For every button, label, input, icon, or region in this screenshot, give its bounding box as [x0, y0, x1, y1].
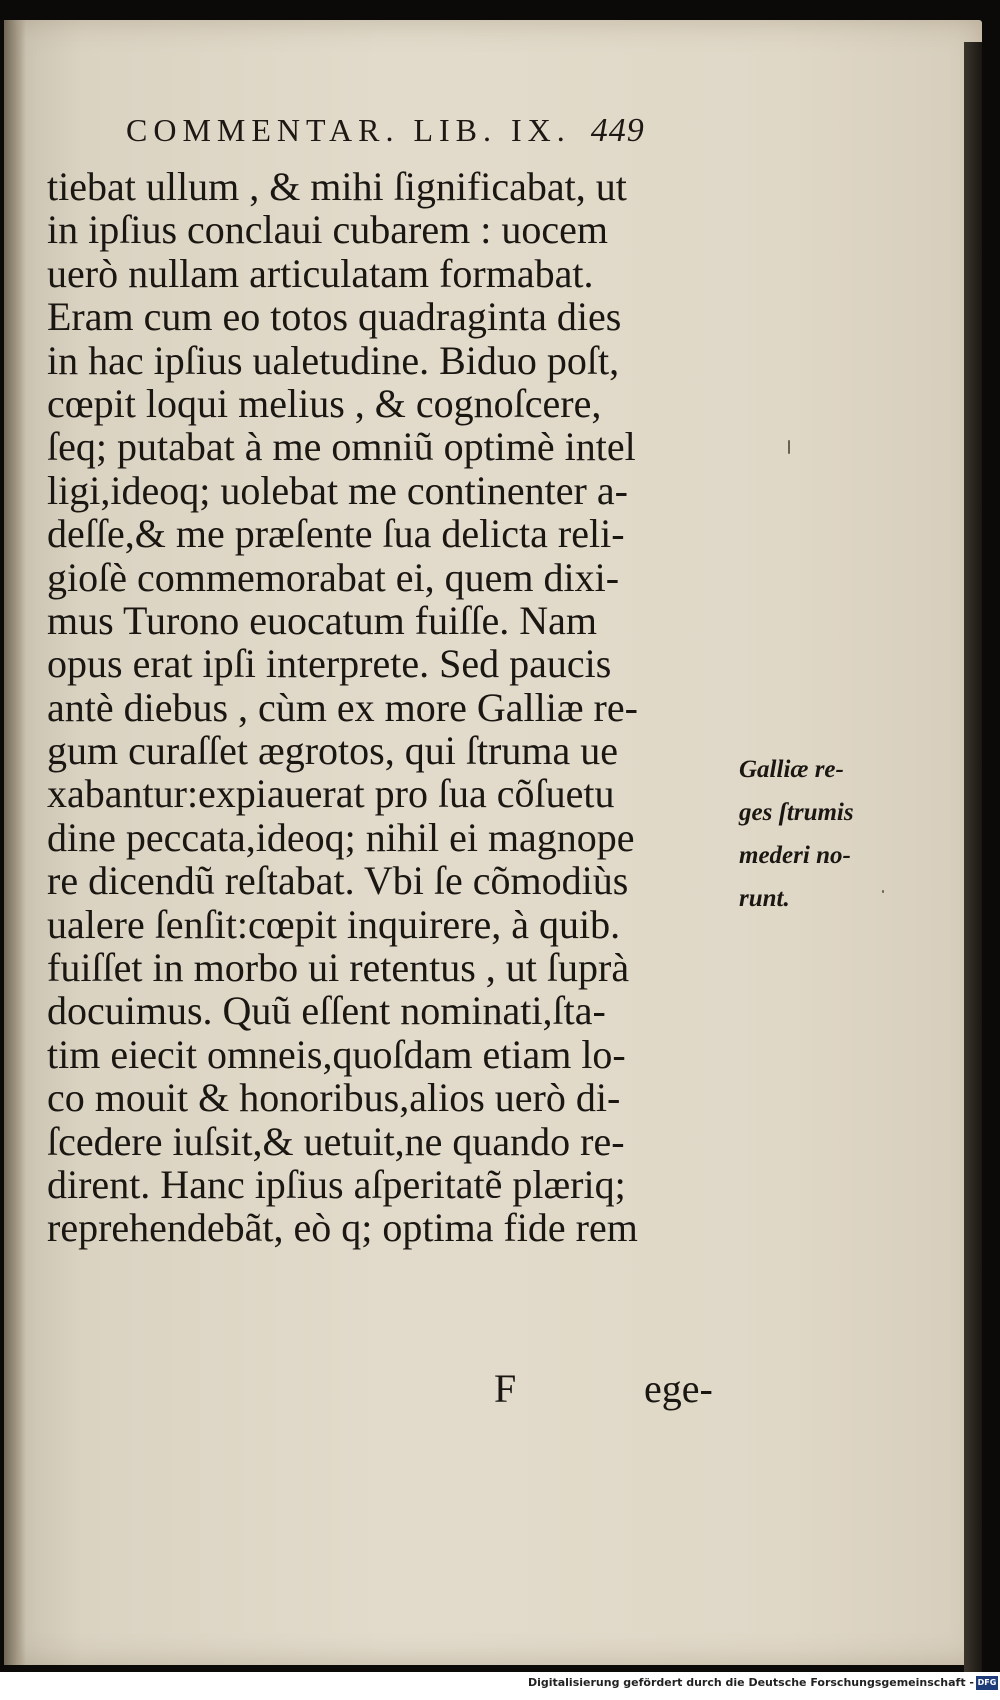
text-line: re dicendũ reſtabat. Vbi ſe cõmodiùs — [47, 858, 629, 904]
catchword: ege- — [644, 1366, 713, 1411]
margin-note — [739, 748, 854, 920]
text-line: tim eiecit omneis,quoſdam etiam lo- — [47, 1031, 626, 1077]
text-line: gum curaſſet ægrotos, qui ſtruma ue — [47, 728, 618, 774]
text-line: ſeq; putabat à me omniũ optimè intel — [47, 424, 636, 470]
paper-speck — [882, 890, 884, 893]
dfg-logo-icon: DFG — [976, 1676, 998, 1690]
text-line: tiebat ullum , & mihi ſignificabat, ut — [47, 164, 627, 209]
text-line: docuimus. Quũ eſſent nominati,ſta- — [47, 988, 606, 1034]
text-line: reprehendebãt, eò q; optima fide rem — [47, 1205, 638, 1251]
text-line: dine peccata,ideoq; nihil ei magnope — [47, 814, 635, 860]
text-line: cœpit loqui melius , & cognoſcere, — [47, 380, 602, 426]
margin-note-line: Galliæ re- — [739, 756, 844, 783]
text-line: deſſe,& me præſente ſua delicta reli- — [47, 511, 625, 557]
text-line: mus Turono euocatum fuiſſe. Nam — [47, 597, 597, 643]
text-line: Eram cum eo totos quadraginta dies — [47, 294, 622, 340]
text-line: fuiſſet in morbo ui retentus , ut ſuprà — [47, 945, 630, 991]
text-line: opus erat ipſi interprete. Sed paucis — [47, 641, 612, 687]
text-line: ſcedere iuſsit,& uetuit,ne quando re- — [47, 1118, 625, 1164]
margin-note-line: runt. — [739, 885, 790, 912]
running-header — [126, 112, 645, 150]
margin-note-line: mederi no- — [739, 842, 851, 869]
text-line: xabantur:expiauerat pro ſua cõſuetu — [47, 771, 615, 817]
footer-bar — [0, 1672, 1000, 1700]
text-line: in hac ipſius ualetudine. Biduo poſt, — [47, 337, 620, 383]
text-line: dirent. Hanc ipſius aſperitatẽ plæriq; — [47, 1161, 626, 1207]
book-page — [4, 20, 982, 1665]
digitization-credit: Digitalisierung gefördert durch die Deutsche Forschungsgemeinschaft - — [527, 1676, 974, 1689]
page-edge — [964, 42, 982, 1682]
text-line: uerò nullam articulatam formabat. — [47, 250, 594, 296]
signature-mark: F — [494, 1366, 517, 1411]
text-line: in ipſius conclaui cubarem : uocem — [47, 207, 608, 253]
text-line: antè diebus , cùm ex more Galliæ re- — [47, 684, 638, 730]
text-line: ualere ſenſit:cœpit inquirere, à quib. — [47, 901, 621, 947]
page-number: 449 — [590, 112, 645, 149]
running-title: COMMENTAR. LIB. IX. — [126, 112, 571, 148]
margin-note-line: ges ſtrumis — [739, 799, 854, 826]
text-line: co mouit & honoribus,alios uerò di- — [47, 1075, 621, 1121]
body-text — [47, 165, 727, 1250]
text-line: gioſè commemorabat ei, quem dixi- — [47, 554, 620, 600]
text-line: ligi,ideoq; uolebat me continenter a- — [47, 467, 628, 513]
paper-speck — [788, 440, 790, 454]
